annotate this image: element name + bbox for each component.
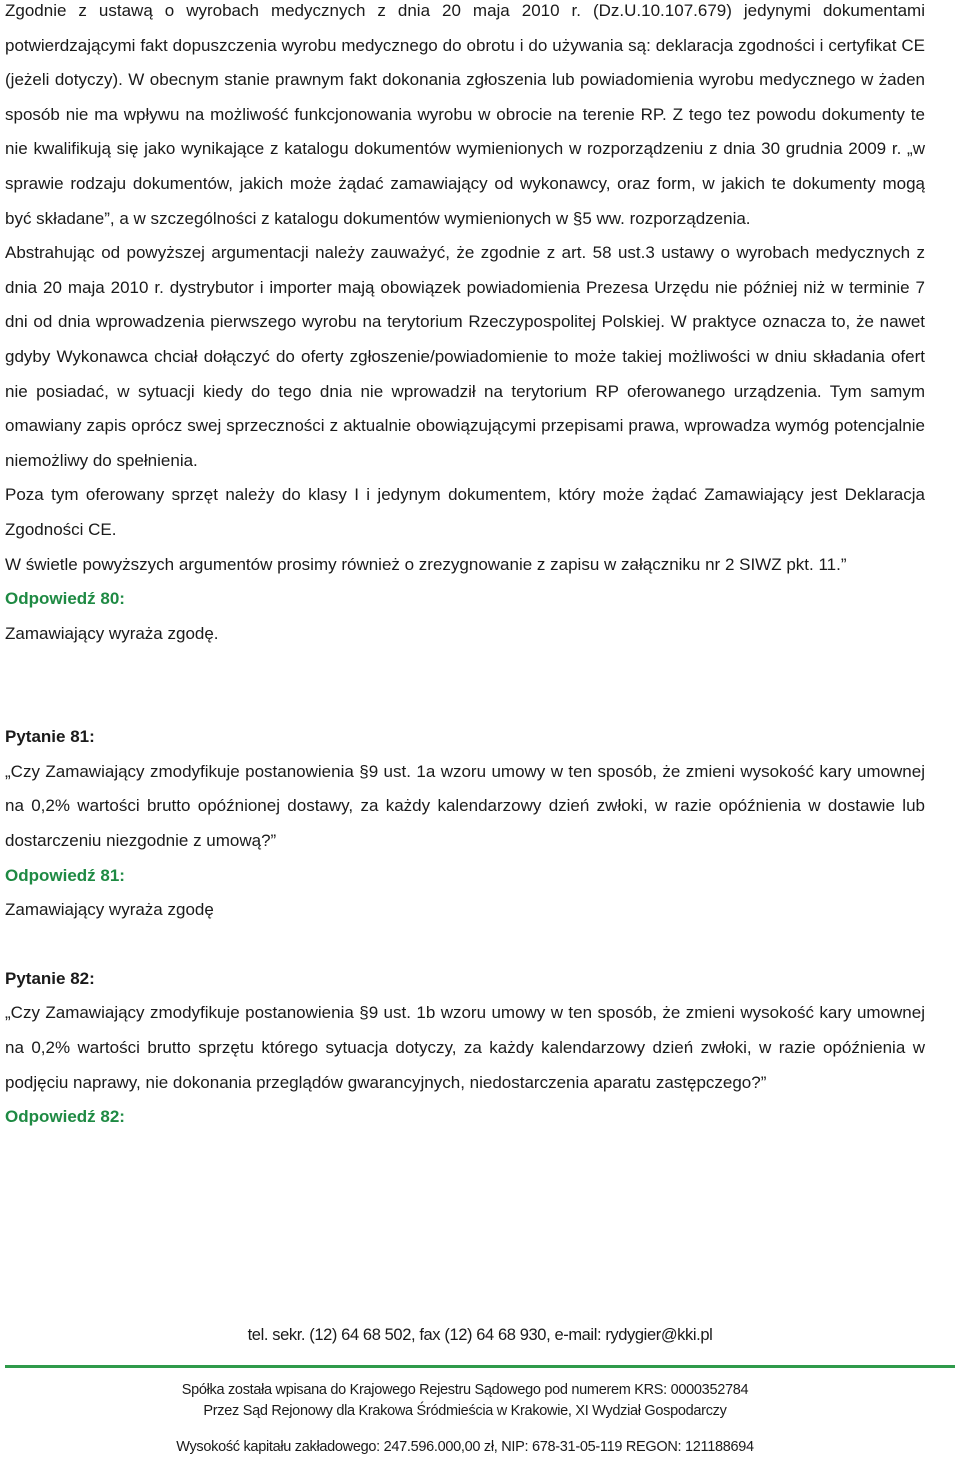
document-body [5, 0, 925, 1135]
answer-81-text: Zamawiający wyraża zgodę [5, 900, 214, 920]
question-82-heading: Pytanie 82: [5, 968, 95, 988]
question-81-heading: Pytanie 81: [5, 727, 95, 747]
answer-82-heading: Odpowiedź 82: [5, 1107, 125, 1127]
footer-capital-line: Wysokość kapitału zakładowego: 247.596.000,00 zł, NIP: 678-31-05-119 REGON: 121188694 [176, 1439, 754, 1455]
footer-contact-line: tel. sekr. (12) 64 68 502, fax (12) 64 68 930, e-mail: rydygier@kki.pl [247, 1326, 713, 1344]
footer-divider [5, 1365, 955, 1368]
answer-80-heading: Odpowiedź 80: [5, 589, 125, 609]
question-82-text: „Czy Zamawiający zmodyfikuje postanowienia §9 ust. 1b wzoru umowy w ten sposób, że zmieni wysokość kary umownej na 0,2% wartości brutto sprzętu którego sytuacja dotyczy, za każdy kalendarzowy dzień zwłoki, w razie opóźnienia w podjęciu naprawy, nie dokonania przeglądów gwarancyjnych, niedostarczenia aparatu zastępczego?” [5, 1003, 925, 1092]
answer-81-heading: Odpowiedź 81: [5, 865, 125, 885]
paragraph-device-class: Poza tym oferowany sprzęt należy do klasy I i jedynym dokumentem, który może żądać Zamawiający jest Deklaracja Zgodności CE. [5, 485, 925, 539]
footer-registration-line: Spółka została wpisana do Krajowego Rejestru Sądowego pod numerem KRS: 0000352784 [181, 1382, 749, 1398]
paragraph-legal-basis: Zgodnie z ustawą o wyrobach medycznych z dnia 20 maja 2010 r. (Dz.U.10.107.679) jedynymi dokumentami potwierdzającymi fakt dopuszczenia wyrobu medycznego do obrotu i do używania są: deklaracja zgodności i certyfikat CE (jeżeli dotyczy). W obecnym stanie prawnym fakt dokonania zgłoszenia lub powiadomienia wyrobu medycznego w żaden sposób nie ma wpływu na możliwość funkcjonowania wyrobu w obrocie na terenie RP. Z tego tez powodu dokumenty te nie kwalifikują się jako wynikające z katalogu dokumentów wymienionych w rozporządzeniu z dnia 30 grudnia 2009 r. „w sprawie rodzaju dokumentów, jakich może żądać zamawiający od wykonawcy, oraz form, w jakich te dokumenty mogą być składane”, a w szczególności z katalogu dokumentów wymienionych w §5 ww. rozporządzenia. [5, 1, 925, 228]
footer-registration-line: Przez Sąd Rejonowy dla Krakowa Śródmieścia w Krakowie, XI Wydział Gospodarczy [203, 1403, 727, 1419]
answer-80-text: Zamawiający wyraża zgodę. [5, 623, 219, 643]
paragraph-request: W świetle powyższych argumentów prosimy również o zrezygnowanie z zapisu w załączniku nr 2 SIWZ pkt. 11.” [5, 554, 847, 574]
section-spacer [5, 651, 925, 720]
paragraph-notification-obligation: Abstrahując od powyższej argumentacji należy zauważyć, że zgodnie z art. 58 ust.3 ustawy o wyrobach medycznych z dnia 20 maja 2010 r. dystrybutor i importer mają obowiązek powiadomienia Prezesa Urzędu nie później niż w terminie 7 dni od dnia wprowadzenia pierwszego wyrobu na terytorium Rzeczypospolitej Polskiej. W praktyce oznacza to, że nawet gdyby Wykonawca chciał dołączyć do oferty zgłoszenie/powiadomienie to może takiej możliwości w dniu składania ofert nie posiadać, w sytuacji kiedy do tego dnia nie wprowadził na terytorium RP oferowanego urządzenia. Tym samym omawiany zapis oprócz swej sprzeczności z aktualnie obowiązującymi przepisami prawa, wprowadza wymóg potencjalnie niemożliwy do spełnienia. [5, 243, 925, 470]
footer-registration [0, 1380, 930, 1422]
question-81-text: „Czy Zamawiający zmodyfikuje postanowienia §9 ust. 1a wzoru umowy w ten sposób, że zmieni wysokość kary umownej na 0,2% wartości brutto opóźnionej dostawy, za każdy kalendarzowy dzień zwłoki, w razie opóźnienia w dostawie lub dostarczeniu niezgodnie z umową?” [5, 761, 925, 851]
section-spacer [5, 928, 925, 962]
